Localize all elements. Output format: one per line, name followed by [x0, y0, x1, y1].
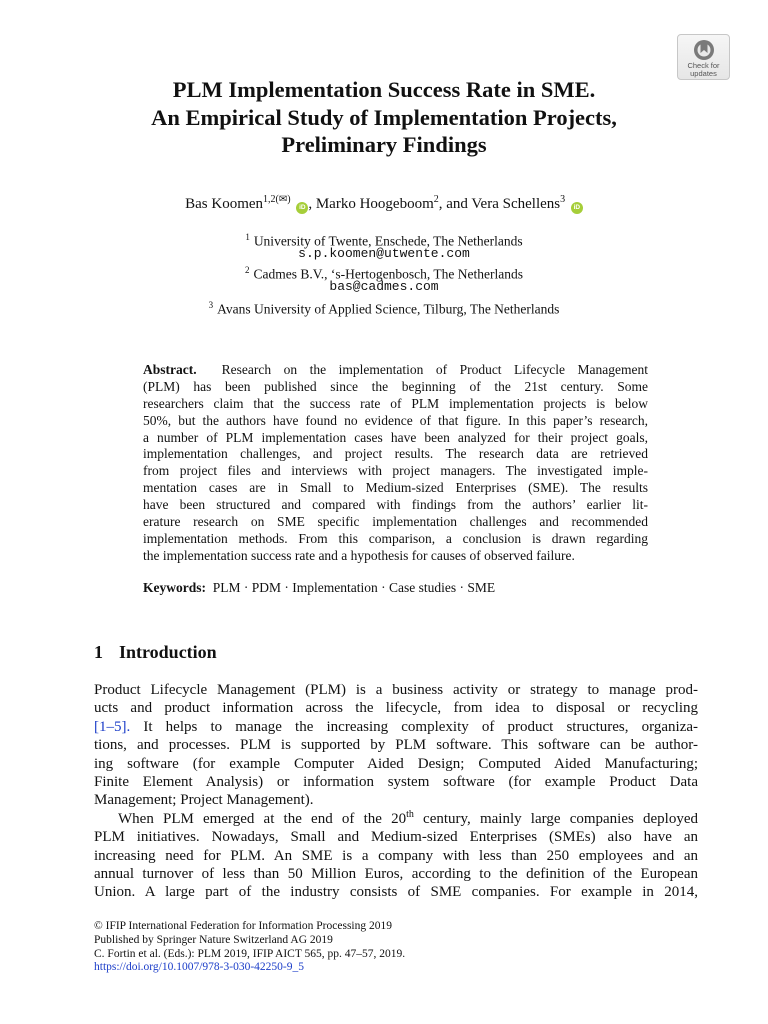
affiliation-number: 3 — [208, 300, 214, 310]
badge-line-2: updates — [690, 69, 717, 78]
title-line-2: An Empirical Study of Implementation Projects, — [151, 104, 617, 130]
author-superscript: 2 — [433, 194, 439, 205]
ordinal-superscript: th — [406, 808, 414, 820]
body-line: Management; Project Management). — [94, 792, 314, 809]
affiliation-number: 1 — [245, 232, 250, 242]
body-text-span: It helps to manage the increasing complexity of product structures, organiza- — [143, 718, 699, 735]
affiliation-2-email: bas@cadmes.com — [329, 279, 439, 294]
author-superscript: 3 — [560, 194, 566, 205]
affiliation-text: Cadmes B.V., ‘s-Hertogenbosch, The Netherlands — [253, 266, 523, 282]
author-name: , and Vera Schellens — [438, 196, 561, 212]
author-name: , Marko Hoogeboom — [308, 196, 434, 212]
section-heading — [94, 642, 217, 663]
bookmark-icon — [692, 39, 716, 61]
body-line: Finite Element Analysis) or information system software (for example Product Data — [94, 773, 698, 790]
abstract-line: (PLM) has been published since the beginning of the 21st century. Some — [143, 378, 648, 394]
affiliation-text: University of Twente, Enschede, The Netherlands — [253, 233, 523, 249]
doi-link[interactable]: https://doi.org/10.1007/978-3-030-42250-9_5 — [94, 961, 304, 974]
body-line: increasing need for PLM. An SME is a company with less than 250 employees and an — [94, 847, 698, 864]
abstract-line: a number of PLM implementation cases have been analyzed for their project goals, — [143, 429, 648, 445]
abstract — [143, 362, 648, 565]
footer-copyright: © IFIP International Federation for Information Processing 2019 — [94, 920, 392, 932]
title-line-3: Preliminary Findings — [281, 132, 487, 157]
abstract-line: the implementation success rate and a hypothesis for causes of observed failure. — [143, 547, 575, 563]
affiliation-3 — [84, 297, 684, 318]
body-line: ing software (for example Computer Aided Design; Computed Aided Manufacturing; — [94, 755, 698, 772]
author-name: Bas Koomen — [185, 196, 264, 212]
affiliation-number: 2 — [245, 265, 250, 275]
title-line-1: PLM Implementation Success Rate in SME. — [172, 77, 596, 102]
check-for-updates-badge[interactable] — [677, 34, 730, 80]
body-line: PLM initiatives. Nowadays, Small and Medium-sized Enterprises (SMEs) also have an — [94, 829, 698, 846]
body-text-span: When PLM emerged at the end of the 20 — [118, 810, 407, 827]
body-line: ucts and product information across the lifecycle, from idea to disposal or recycling — [94, 700, 698, 717]
abstract-line: researchers claim that the success rate of PLM implementation projects is below — [143, 395, 648, 411]
body-line — [94, 718, 698, 736]
footer-publisher: Published by Springer Nature Switzerland AG 2019 — [94, 933, 333, 946]
author-superscript: 1,2(✉) — [263, 194, 291, 205]
badge-label — [678, 62, 729, 78]
paper-title — [84, 76, 684, 159]
body-line: Union. A large part of the industry consists of SME companies. For example in 2014, — [94, 884, 698, 901]
section-number: 1 — [94, 642, 103, 662]
footer-citation: C. Fortin et al. (Eds.): PLM 2019, IFIP AICT 565, pp. 47–57, 2019. — [94, 947, 406, 960]
body-text — [94, 681, 698, 902]
keywords-label: Keywords: — [143, 580, 206, 595]
affiliation-1-email: s.p.koomen@utwente.com — [298, 246, 470, 261]
orcid-icon[interactable]: iD — [571, 202, 583, 214]
affiliation-text: Avans University of Applied Science, Tilburg, The Netherlands — [217, 301, 560, 317]
keywords-text: PLM · PDM · Implementation · Case studies · SME — [212, 580, 496, 595]
body-line: tions, and processes. PLM is supported by PLM software. This software can be author- — [94, 737, 698, 754]
section-title: Introduction — [119, 642, 217, 662]
abstract-line: implementation methods. From this comparison, a conclusion is drawn regarding — [143, 530, 648, 546]
abstract-label: Abstract. — [143, 362, 197, 377]
abstract-text: Research on the implementation of Product Lifecycle Management — [221, 362, 648, 377]
copyright-footer — [94, 920, 405, 975]
citation-link[interactable]: [1–5]. — [94, 718, 131, 735]
body-text-span: century, mainly large companies deployed — [413, 810, 698, 827]
keywords — [143, 580, 495, 596]
body-line: Product Lifecycle Management (PLM) is a business activity or strategy to manage prod- — [94, 682, 698, 698]
body-line: annual turnover of less than 50 Million Euros, according to the definition of the European — [94, 865, 698, 882]
abstract-line: erature research on SME specific implementation challenges and recommended — [143, 514, 648, 530]
abstract-line: mentation cases are in Small to Medium-sized Enterprises (SME). The results — [143, 480, 648, 496]
abstract-line: from project files and interviews with project managers. The investigated imple- — [143, 463, 648, 479]
body-line — [94, 810, 698, 828]
abstract-line: have been structured and compared with findings from the authors’ earlier lit- — [143, 497, 648, 513]
orcid-icon[interactable]: iD — [296, 202, 308, 214]
author-list — [84, 196, 684, 214]
abstract-line — [143, 362, 648, 379]
badge-line-1: Check for — [687, 61, 720, 70]
abstract-line: implementation challenges, and project results. The research data are retrieved — [143, 446, 648, 462]
abstract-line: 50%, but the authors have found no evidence of that figure. In this paper’s research, — [143, 412, 648, 428]
